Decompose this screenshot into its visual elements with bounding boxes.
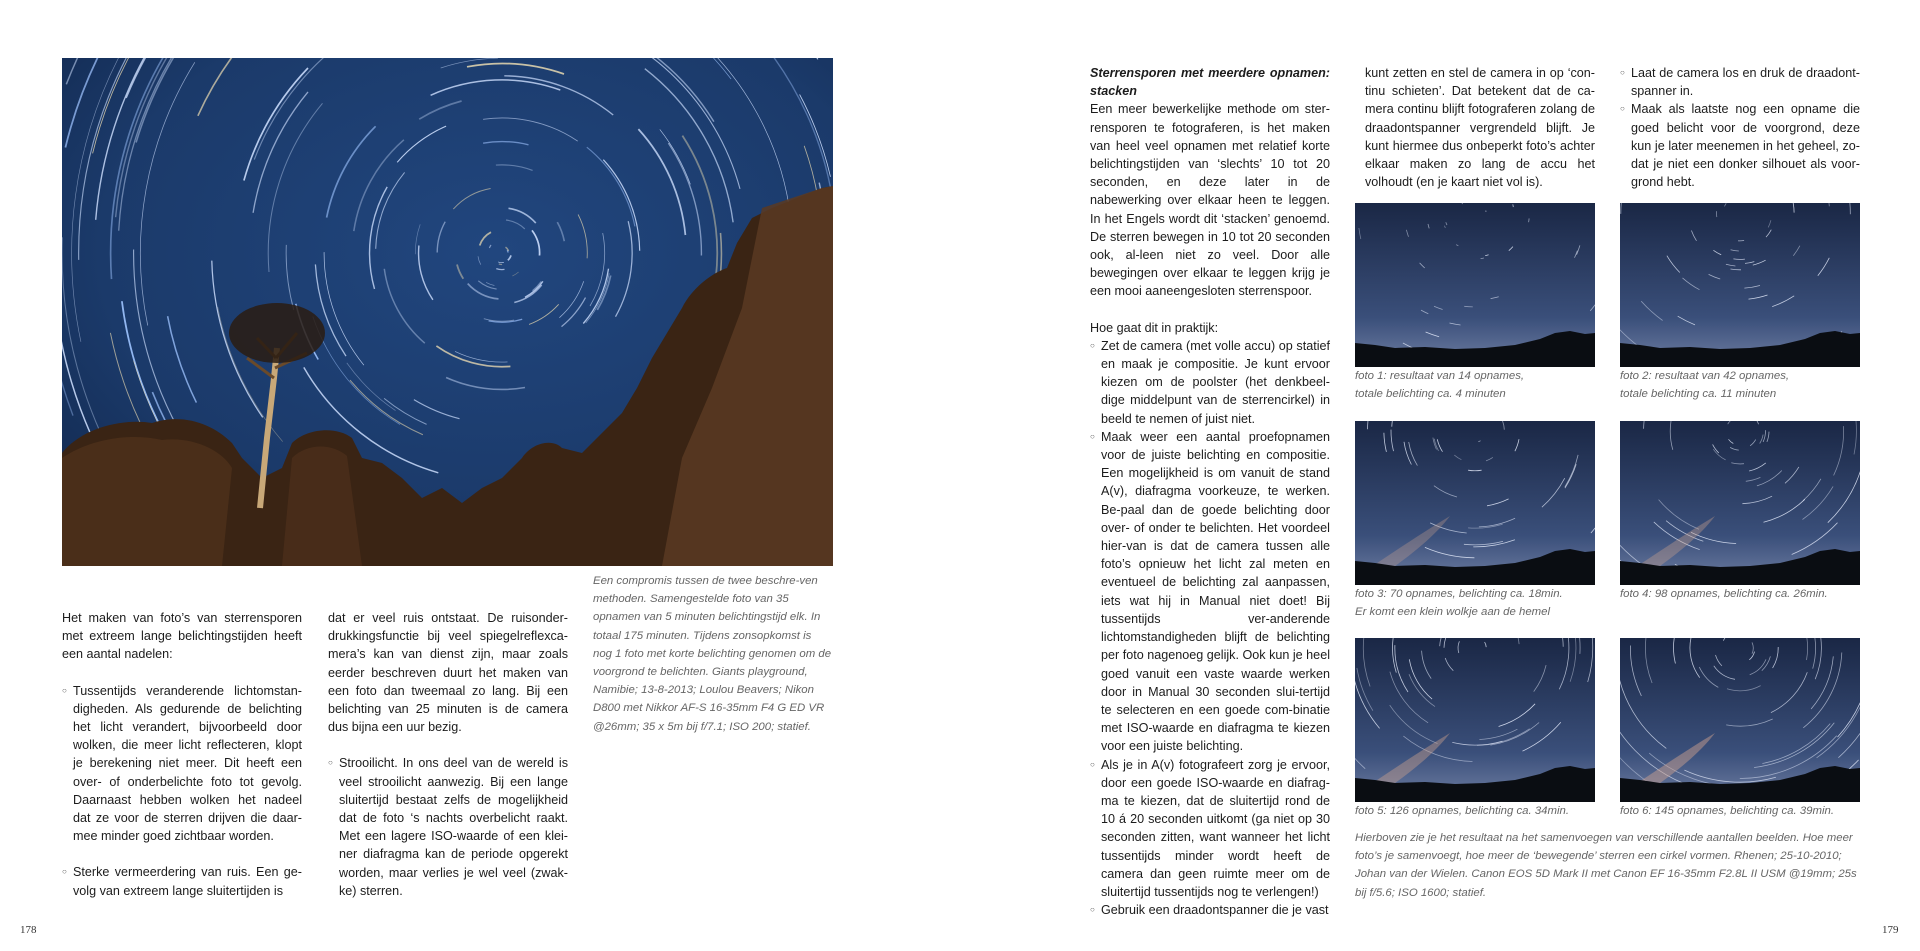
stack-photo-2 bbox=[1620, 203, 1860, 367]
right-column-3 bbox=[1620, 64, 1860, 191]
bullet-noise: ○ Sterke vermeerdering van ruis. Een ge-volg van extreem lange sluitertijden is bbox=[62, 863, 302, 899]
noise-continued: dat er veel ruis ontstaat. De ruisonder-drukkingsfunctie bij veel spiegelreflexca-mera’s kan van dienst zijn, maar zoals eerder beschreven duurt het maken van een foto dan tweemaal zo lang. Bij een belichting van 25 minuten is de camera dus bijna een uur bezig. bbox=[328, 611, 568, 735]
step-bullet-4: ○ Gebruik een draadontspanner die je vast bbox=[1090, 901, 1330, 919]
step-bullet-2: ○ Maak weer een aantal proefopnamen voor de juiste belichting en compositie. Een mogelijkheid is om vanuit de stand A(v), diafragma voorkeuze, te werken. Be-paal dan de goede belichting door over- of onder te belichten. Het voordeel hier-van is dat de camera tussen alle foto’s opnieuw het licht zal meten en eventueel de belichting zal aanpassen, iets wat hij in Manual niet doet! Bij tussentijds ver-anderende lichtomstandigheden blijft de belichting per foto nagenoeg gelijk. Ook kun je heel goed vanuit een vaste waarde werken door in Manual 30 seconden slui-tertijd te selecteren en een goede com-binatie met ISO-waarde en diafragma te kiezen voor een juiste belichting. bbox=[1090, 428, 1330, 756]
step-bullet-3: ○ Als je in A(v) fotografeert zorg je ervoor, door een goede ISO-waarde en diafrag-ma te kiezen, dat de sluitertijd rond de 10 á 20 seconden uitkomt (ga niet op 30 seconden zitten, want wanneer het licht tussentijds minder wordt heeft de camera dan geen ruimte meer om de sluitertijd tussentijds nog te verlengen!) bbox=[1090, 756, 1330, 902]
stack-photo-4 bbox=[1620, 421, 1860, 585]
photo-caption-3: foto 3: 70 opnames, belichting ca. 18min. Er komt een klein wolkje aan de hemel bbox=[1355, 588, 1563, 619]
left-column-1 bbox=[62, 609, 302, 900]
stack-photo-3 bbox=[1355, 421, 1595, 585]
stack-photo-5 bbox=[1355, 638, 1595, 802]
section-heading: Sterrensporen met meerdere opnamen: stacken bbox=[1090, 66, 1330, 99]
bullet-stray-light: ○ Strooilicht. In ons deel van de wereld is veel strooilicht aanwezig. Bij een lange sluitertijd bestaat zelfs de mogelijkheid dat de foto ‘s nachts overbelicht raakt. Met een lagere ISO-waarde of een klei-ner diafragma kan de periode opgerekt worden, maar verlies je wel veel (zwak-ke) sterren. bbox=[328, 754, 568, 900]
howto-heading: Hoe gaat dit in praktijk: bbox=[1090, 320, 1219, 335]
step-bullet-1: ○ Zet de camera (met volle accu) op statief en maak je compositie. Je kunt ervoor kiezen om de poolster (het denkbeel-dige middelpunt van de sterrencirkel) in beeld te nemen of juist niet. bbox=[1090, 337, 1330, 428]
left-column-2 bbox=[328, 609, 568, 900]
photo-caption-4: foto 4: 98 opnames, belichting ca. 26min. bbox=[1620, 588, 1828, 600]
right-column-1 bbox=[1090, 64, 1330, 919]
bullet-light-changes: ○ Tussentijds veranderende lichtomstan-digheden. Als gedurende de belichting het licht verandert, bijvoorbeeld door wolken, die meer licht reflecteren, klopt je berekening niet meer. Dit heeft een over- of onderbelichte foto tot gevolg. Daarnaast hebben wolken het nadeel dat ze voor de sterren drijven die daar-mee minder goed zichtbaar worden. bbox=[62, 682, 302, 846]
step-bullet-5: ○ Laat de camera los en druk de draadont-spanner in. bbox=[1620, 64, 1860, 100]
page-number-right: 179 bbox=[1882, 924, 1899, 936]
photo-caption-1: foto 1: resultaat van 14 opnames, totale belichting ca. 4 minuten bbox=[1355, 370, 1525, 401]
star-trail-photo-image bbox=[62, 58, 833, 566]
photo-caption-6: foto 6: 145 opnames, belichting ca. 39min. bbox=[1620, 805, 1835, 817]
page-number-left: 178 bbox=[20, 924, 37, 936]
step-bullet-6: ○ Maak als laatste nog een opname die goed belicht voor de voorgrond, deze kun je later meenemen in het geheel, zo-dat je niet een donker silhouet als voor-grond hebt. bbox=[1620, 100, 1860, 191]
stacking-paragraph: Een meer bewerkelijke methode om ster-rensporen te fotograferen, is het maken van heel veel opnamen met relatief korte belichtingstijden van ‘slechts’ 10 tot 20 seconden, en deze later in de nabewerking over elkaar heen te leggen. In het Engels wordt dit ‘stacken’ genoemd. De sterren bewegen in 10 tot 20 seconden ook, al-leen niet zo veel. Door alle bewegingen over elkaar te leggen krijg je een mooi aaneengesloten sterrenspoor. bbox=[1090, 102, 1330, 299]
photo-caption-5: foto 5: 126 opnames, belichting ca. 34min. bbox=[1355, 805, 1570, 817]
star-trail-photo bbox=[62, 58, 833, 566]
right-column-2 bbox=[1365, 64, 1595, 191]
main-photo-caption: Een compromis tussen de twee beschre-ven methoden. Samengestelde foto van 35 opnamen van 5 minuten belichtingstijd elk. In totaal 175 minuten. Tijdens zonsopkomst is nog 1 foto met korte belichting genomen om de voorgrond te belichten. Giants playground, Namibie; 13-8-2013; Loulou Beavers; Nikon D800 met Nikkor AF-S 16-35mm F4 G ED VR @26mm; 35 x 5m bij f/7.1; ISO 200; statief. bbox=[593, 575, 832, 733]
photo-caption-2: foto 2: resultaat van 42 opnames, totale belichting ca. 11 minuten bbox=[1620, 370, 1790, 401]
continuous-shooting-text: kunt zetten en stel de camera in op ‘con-tinu schieten’. Dat betekent dat de ca-mera continu blijft fotograferen zolang de draadontspanner vergrendeld blijft. Je kunt hiermee dus onbeperkt foto’s achter elkaar maken zo lang de accu het volhoudt (en je kaart niet vol is). bbox=[1365, 66, 1595, 190]
stack-photo-1 bbox=[1355, 203, 1595, 367]
intro-paragraph: Het maken van foto’s van sterrensporen met extreem lange belichtingstijden heeft een aantal nadelen: bbox=[62, 611, 302, 662]
stacking-result-caption: Hierboven zie je het resultaat na het samenvoegen van verschillende aantallen beelden. Hoe meer foto’s je samenvoegt, hoe meer de ‘bewegende’ sterren een cirkel vormen. Rhenen; 25-10-2010; Johan van der Wielen. Canon EOS 5D Mark II met Canon EF 16-35mm F2.8L II USM @19mm; 25s bij f/5.6; ISO 1600; statief. bbox=[1355, 832, 1857, 899]
stack-photo-6 bbox=[1620, 638, 1860, 802]
